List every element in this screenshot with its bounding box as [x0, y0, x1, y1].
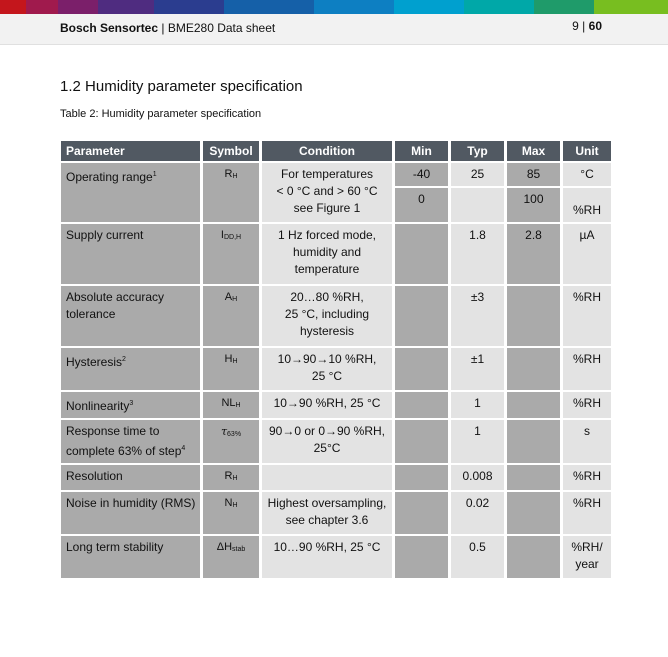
unit-cell: %RH: [563, 286, 611, 346]
table-row: [61, 348, 611, 390]
col-header-max: Max: [507, 141, 560, 161]
unit-cell: %RH: [563, 465, 611, 490]
param-cell: Response time to complete 63% of step$^4$: [61, 420, 200, 463]
symbol-cell: τ63%: [203, 420, 259, 463]
table-caption: Table 2: Humidity parameter specification: [60, 108, 262, 120]
max-cell: 85: [507, 163, 560, 186]
param-cell: Supply current: [61, 224, 200, 284]
humidity-spec-table: [58, 139, 614, 580]
symbol-cell: RH: [203, 163, 259, 222]
typ-cell: ±1: [451, 348, 504, 390]
typ-cell: 1: [451, 420, 504, 463]
param-cell: Nonlinearity$^3$: [61, 392, 200, 418]
unit-cell: %RH/ year: [563, 536, 611, 578]
param-cell: Resolution: [61, 465, 200, 490]
typ-cell: 1: [451, 392, 504, 418]
max-cell: [507, 286, 560, 346]
table-row: [61, 536, 611, 578]
param-cell: Operating range$^1$: [61, 163, 200, 222]
condition-cell: 90→0 or 0→90 %RH, 25°C: [262, 420, 392, 463]
document-name: BME280 Data sheet: [167, 21, 276, 35]
company-name: Bosch Sensortec: [60, 21, 159, 35]
min-cell: [395, 392, 448, 418]
symbol-cell: AH: [203, 286, 259, 346]
table-row: [61, 492, 611, 534]
brand-color-bar: [0, 0, 668, 14]
min-cell: [395, 348, 448, 390]
max-cell: [507, 492, 560, 534]
typ-cell: ±3: [451, 286, 504, 346]
min-cell: [395, 465, 448, 490]
max-cell: [507, 465, 560, 490]
section-title: 1.2 Humidity parameter specification: [60, 78, 303, 95]
min-cell: -40: [395, 163, 448, 186]
max-cell: 2.8: [507, 224, 560, 284]
table-row: [61, 420, 611, 463]
max-cell: [507, 392, 560, 418]
table-row: [61, 465, 611, 490]
condition-cell: 10…90 %RH, 25 °C: [262, 536, 392, 578]
unit-cell: s: [563, 420, 611, 463]
table-row: [61, 163, 611, 186]
col-header-unit: Unit: [563, 141, 611, 161]
symbol-cell: IDD,H: [203, 224, 259, 284]
condition-cell: For temperatures < 0 °C and > 60 °C see Figure 1: [262, 163, 392, 222]
max-cell: [507, 420, 560, 463]
table-row: [61, 392, 611, 418]
symbol-cell: NLH: [203, 392, 259, 418]
unit-cell: °C: [563, 163, 611, 186]
condition-cell: 10→90→10 %RH, 25 °C: [262, 348, 392, 390]
col-header-typ: Typ: [451, 141, 504, 161]
col-header-min: Min: [395, 141, 448, 161]
col-header-condition: Condition: [262, 141, 392, 161]
page-number: 9 | 60: [572, 19, 602, 33]
unit-cell: %RH: [563, 188, 611, 222]
table-row: [61, 224, 611, 284]
min-cell: [395, 420, 448, 463]
typ-cell: 1.8: [451, 224, 504, 284]
max-cell: [507, 348, 560, 390]
param-cell: Noise in humidity (RMS): [61, 492, 200, 534]
min-cell: 0: [395, 188, 448, 222]
symbol-cell: ΔHstab: [203, 536, 259, 578]
symbol-cell: NH: [203, 492, 259, 534]
header-title: Bosch Sensortec | BME280 Data sheet: [60, 21, 276, 35]
page-header: [0, 14, 668, 45]
unit-cell: %RH: [563, 348, 611, 390]
param-cell: Long term stability: [61, 536, 200, 578]
param-cell: Absolute accuracy tolerance: [61, 286, 200, 346]
col-header-parameter: Parameter: [61, 141, 200, 161]
max-cell: [507, 536, 560, 578]
typ-cell: 0.5: [451, 536, 504, 578]
condition-cell: 20…80 %RH, 25 °C, including hysteresis: [262, 286, 392, 346]
unit-cell: %RH: [563, 392, 611, 418]
table-row: [61, 286, 611, 346]
unit-cell: %RH: [563, 492, 611, 534]
unit-cell: µA: [563, 224, 611, 284]
min-cell: [395, 536, 448, 578]
condition-cell: 10→90 %RH, 25 °C: [262, 392, 392, 418]
typ-cell: 25: [451, 163, 504, 186]
min-cell: [395, 492, 448, 534]
typ-cell: 0.008: [451, 465, 504, 490]
min-cell: [395, 286, 448, 346]
typ-cell: [451, 188, 504, 222]
symbol-cell: HH: [203, 348, 259, 390]
condition-cell: [262, 465, 392, 490]
condition-cell: 1 Hz forced mode, humidity and temperature: [262, 224, 392, 284]
typ-cell: 0.02: [451, 492, 504, 534]
max-cell: 100: [507, 188, 560, 222]
condition-cell: Highest oversampling, see chapter 3.6: [262, 492, 392, 534]
col-header-symbol: Symbol: [203, 141, 259, 161]
table-header-row: [61, 141, 611, 161]
min-cell: [395, 224, 448, 284]
symbol-cell: RH: [203, 465, 259, 490]
param-cell: Hysteresis$^2$: [61, 348, 200, 390]
